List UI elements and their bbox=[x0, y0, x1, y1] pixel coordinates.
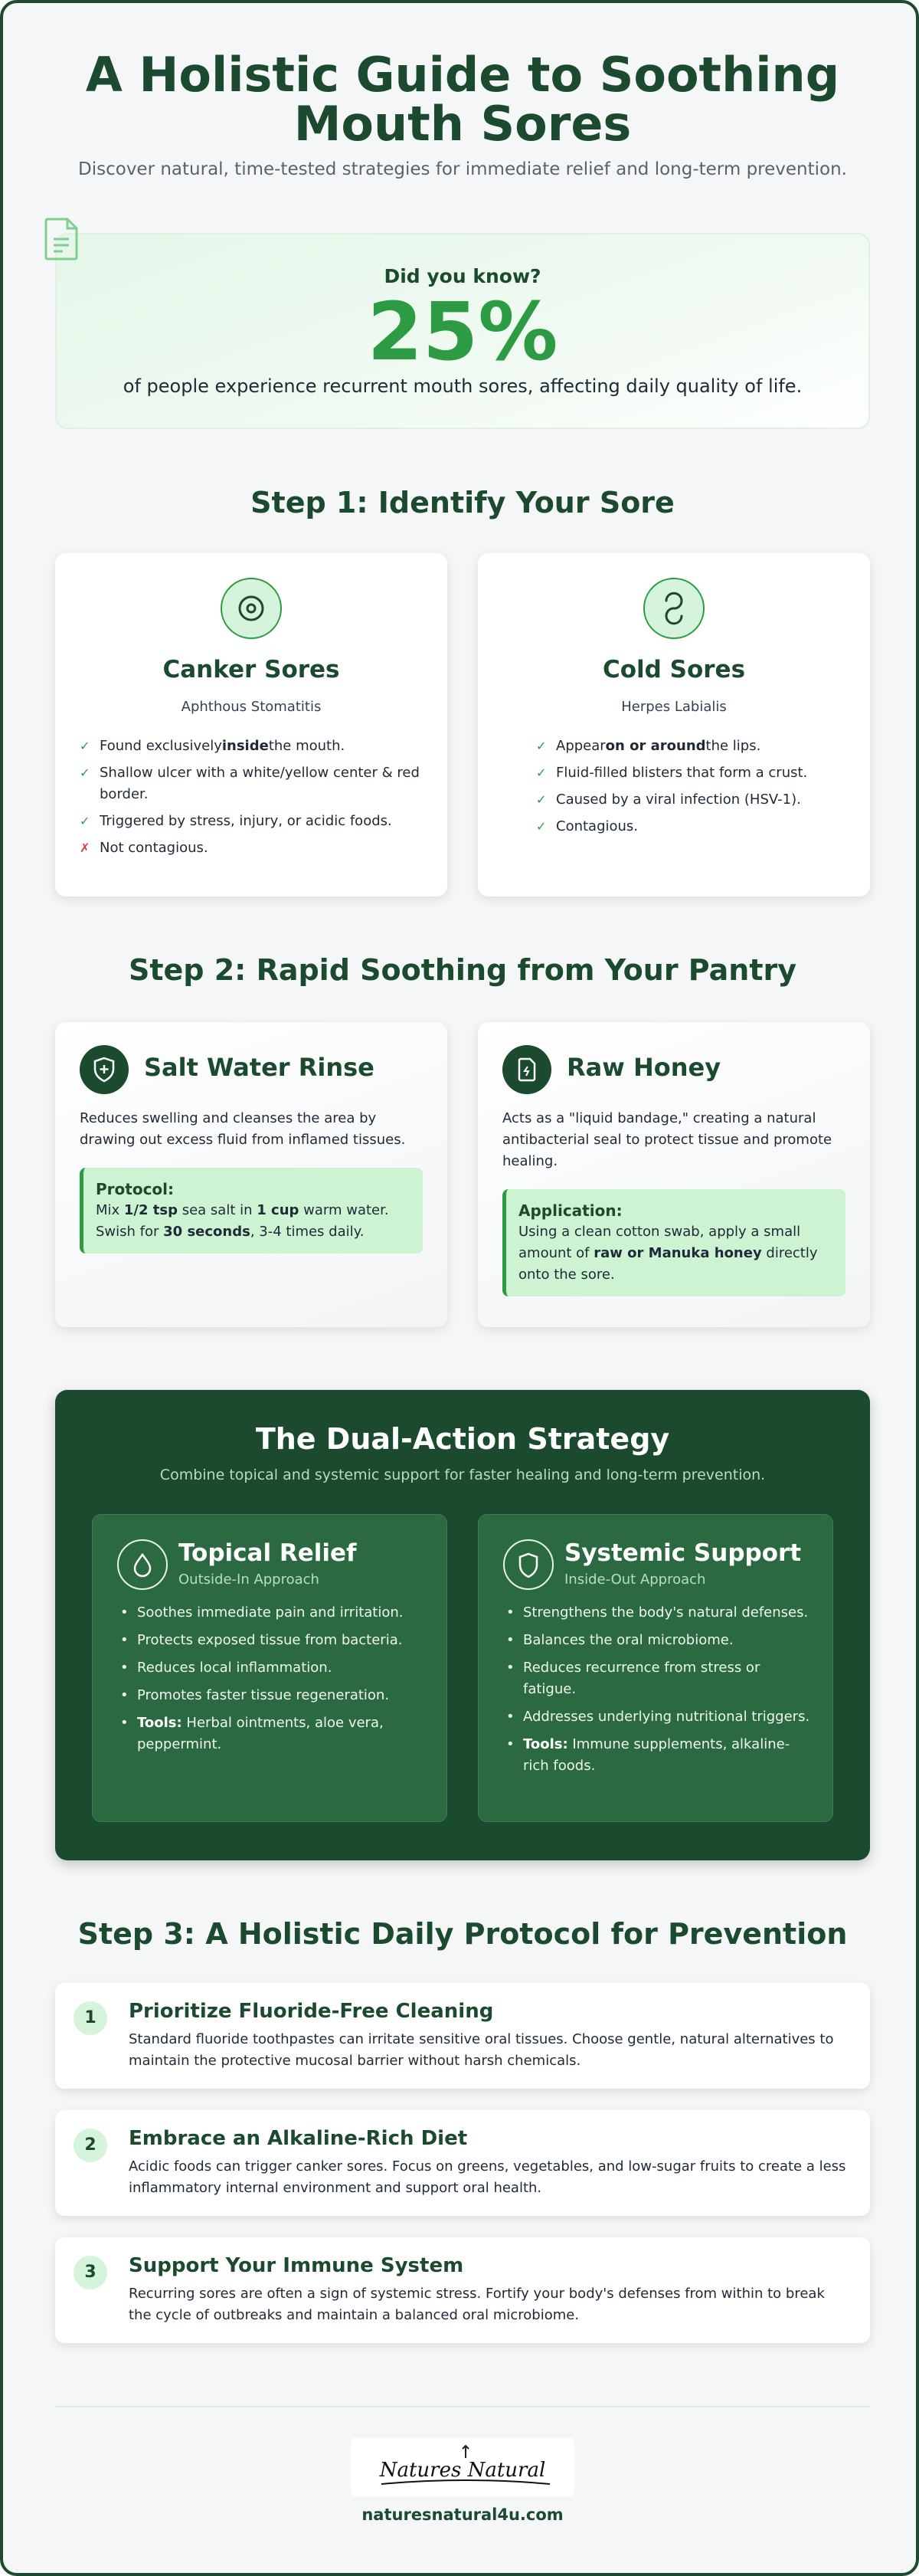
list-item: ✗ Not contagious. bbox=[80, 837, 426, 859]
honey-title: Raw Honey bbox=[567, 1053, 721, 1082]
protocol-item-title: Prioritize Fluoride-Free Cleaning bbox=[129, 2000, 494, 2023]
salt-description: Reduces swelling and cleanses the area by drawing out excess fluid from inflamed tissues. bbox=[80, 1110, 406, 1148]
protocol-text: Mix 1/2 tsp sea salt in 1 cup warm water. Swish for 30 seconds, 3-4 times daily. bbox=[96, 1202, 389, 1240]
protocol-item-description: Recurring sores are often a sign of systemic stress. Fortify your body's defenses from within to break the cycle of outbreaks and maintain a balanced oral microbiome. bbox=[129, 2286, 825, 2323]
list-item: ✓ Contagious. bbox=[536, 816, 849, 837]
stat-description: of people experience recurrent mouth sores, affecting daily quality of life. bbox=[123, 375, 803, 397]
list-item: ✓ Caused by a viral infection (HSV-1). bbox=[536, 789, 849, 811]
salt-water-card bbox=[55, 1022, 447, 1327]
topical-title: Topical Relief bbox=[178, 1539, 357, 1567]
stat-callout bbox=[55, 233, 870, 429]
list-item: ✓ Found exclusivelyinsidethe mouth. bbox=[80, 736, 426, 757]
topical-subtitle: Outside-In Approach bbox=[178, 1571, 319, 1588]
canker-title: Canker Sores bbox=[162, 656, 340, 683]
svg-text:Natures Natural: Natures Natural bbox=[379, 2459, 546, 2482]
list-item: • Reduces recurrence from stress or fatigue. bbox=[503, 1657, 811, 1700]
check-icon: ✓ bbox=[80, 739, 90, 753]
systemic-title: Systemic Support bbox=[564, 1539, 802, 1567]
step-number: 3 bbox=[74, 2256, 107, 2289]
systemic-subtitle: Inside-Out Approach bbox=[564, 1571, 706, 1588]
list-item: • Addresses underlying nutritional triggers. bbox=[503, 1706, 811, 1728]
honey-jar-icon bbox=[502, 1045, 551, 1094]
step1-title: Step 1: Identify Your Sore bbox=[250, 486, 675, 519]
stat-question: Did you know? bbox=[384, 265, 541, 287]
check-icon: ✓ bbox=[536, 819, 547, 834]
virus-icon bbox=[643, 578, 705, 639]
shield-plus-icon bbox=[80, 1045, 129, 1094]
honey-application-box bbox=[502, 1189, 845, 1296]
cold-subtitle: Herpes Labialis bbox=[621, 699, 727, 715]
list-item: • Reduces local inflammation. bbox=[117, 1657, 425, 1679]
check-icon: ✓ bbox=[536, 792, 547, 807]
dual-subtitle: Combine topical and systemic support for faster healing and long-term prevention. bbox=[159, 1467, 766, 1483]
step-number: 2 bbox=[74, 2129, 107, 2162]
step3-title: Step 3: A Holistic Daily Protocol for Prevention bbox=[77, 1917, 848, 1951]
list-item: ✓ Triggered by stress, injury, or acidic foods. bbox=[80, 811, 426, 832]
cold-sores-card bbox=[478, 553, 870, 896]
application-text: Using a clean cotton swab, apply a small amount of raw or Manuka honey directly onto the sore. bbox=[518, 1224, 818, 1283]
stat-value: 25% bbox=[367, 285, 558, 379]
check-icon: ✓ bbox=[80, 814, 90, 828]
protocol-label: Protocol: bbox=[96, 1180, 175, 1198]
step-number: 1 bbox=[74, 2001, 107, 2035]
protocol-item-description: Standard fluoride toothpastes can irritate sensitive oral tissues. Choose gentle, natural alternatives to maintain the protective mucosal barrier without harsh chemicals. bbox=[129, 2031, 834, 2069]
list-item: ✓ Appearon or aroundthe lips. bbox=[536, 736, 849, 757]
protocol-item-1 bbox=[55, 1983, 870, 2089]
list-item: • Soothes immediate pain and irritation. bbox=[117, 1602, 425, 1624]
list-item: ✓ Fluid-filled blisters that form a crust. bbox=[536, 762, 849, 784]
step2-title: Step 2: Rapid Soothing from Your Pantry bbox=[128, 953, 797, 987]
page-title: A Holistic Guide to Soothing Mouth Sores bbox=[85, 47, 840, 152]
page-subtitle: Discover natural, time-tested strategies for immediate relief and long-term prevention. bbox=[78, 159, 847, 179]
cold-title: Cold Sores bbox=[602, 656, 746, 683]
protocol-item-title: Support Your Immune System bbox=[129, 2254, 464, 2277]
protocol-item-title: Embrace an Alkaline-Rich Diet bbox=[129, 2127, 468, 2150]
footer-divider bbox=[55, 2406, 870, 2407]
canker-subtitle: Aphthous Stomatitis bbox=[181, 699, 322, 715]
droplet-icon bbox=[117, 1539, 168, 1590]
dual-title: The Dual-Action Strategy bbox=[255, 1422, 670, 1456]
shield-icon bbox=[503, 1539, 554, 1590]
list-item: • Protects exposed tissue from bacteria. bbox=[117, 1630, 425, 1651]
canker-sores-card bbox=[55, 553, 447, 896]
dual-action-section bbox=[55, 1390, 870, 1860]
website-link[interactable]: naturesnatural4u.com bbox=[361, 2506, 564, 2524]
list-item: • Promotes faster tissue regeneration. bbox=[117, 1685, 425, 1706]
check-icon: ✓ bbox=[536, 739, 547, 753]
check-icon: ✓ bbox=[80, 765, 90, 780]
target-icon bbox=[221, 578, 282, 639]
systemic-support-panel bbox=[478, 1514, 833, 1822]
cross-icon: ✗ bbox=[80, 841, 90, 855]
logo-icon bbox=[351, 2438, 574, 2496]
topical-list bbox=[117, 1602, 425, 1762]
canker-facts bbox=[80, 736, 426, 864]
cold-facts bbox=[536, 736, 849, 843]
protocol-item-3 bbox=[55, 2237, 870, 2343]
raw-honey-card bbox=[478, 1022, 870, 1327]
list-item: • Tools: Immune supplements, alkaline-rich foods. bbox=[503, 1734, 811, 1777]
topical-relief-panel bbox=[92, 1514, 447, 1822]
document-icon bbox=[43, 216, 81, 262]
application-label: Application: bbox=[518, 1201, 623, 1220]
list-item: ✓ Shallow ulcer with a white/yellow center & red border. bbox=[80, 762, 426, 805]
brand-logo bbox=[351, 2438, 574, 2496]
check-icon: ✓ bbox=[536, 765, 547, 780]
protocol-item-2 bbox=[55, 2110, 870, 2216]
honey-description: Acts as a "liquid bandage," creating a natural antibacterial seal to protect tissue and promote healing. bbox=[502, 1110, 832, 1169]
list-item: • Balances the oral microbiome. bbox=[503, 1630, 811, 1651]
protocol-item-description: Acidic foods can trigger canker sores. Focus on greens, vegetables, and low-sugar fruits to create a less inflammatory internal environment and support oral health. bbox=[129, 2158, 846, 2196]
list-item: • Strengthens the body's natural defenses. bbox=[503, 1602, 811, 1624]
salt-protocol-box bbox=[80, 1168, 423, 1254]
systemic-list bbox=[503, 1602, 811, 1783]
list-item: • Tools: Herbal ointments, aloe vera, peppermint. bbox=[117, 1712, 425, 1755]
salt-title: Salt Water Rinse bbox=[144, 1053, 374, 1082]
